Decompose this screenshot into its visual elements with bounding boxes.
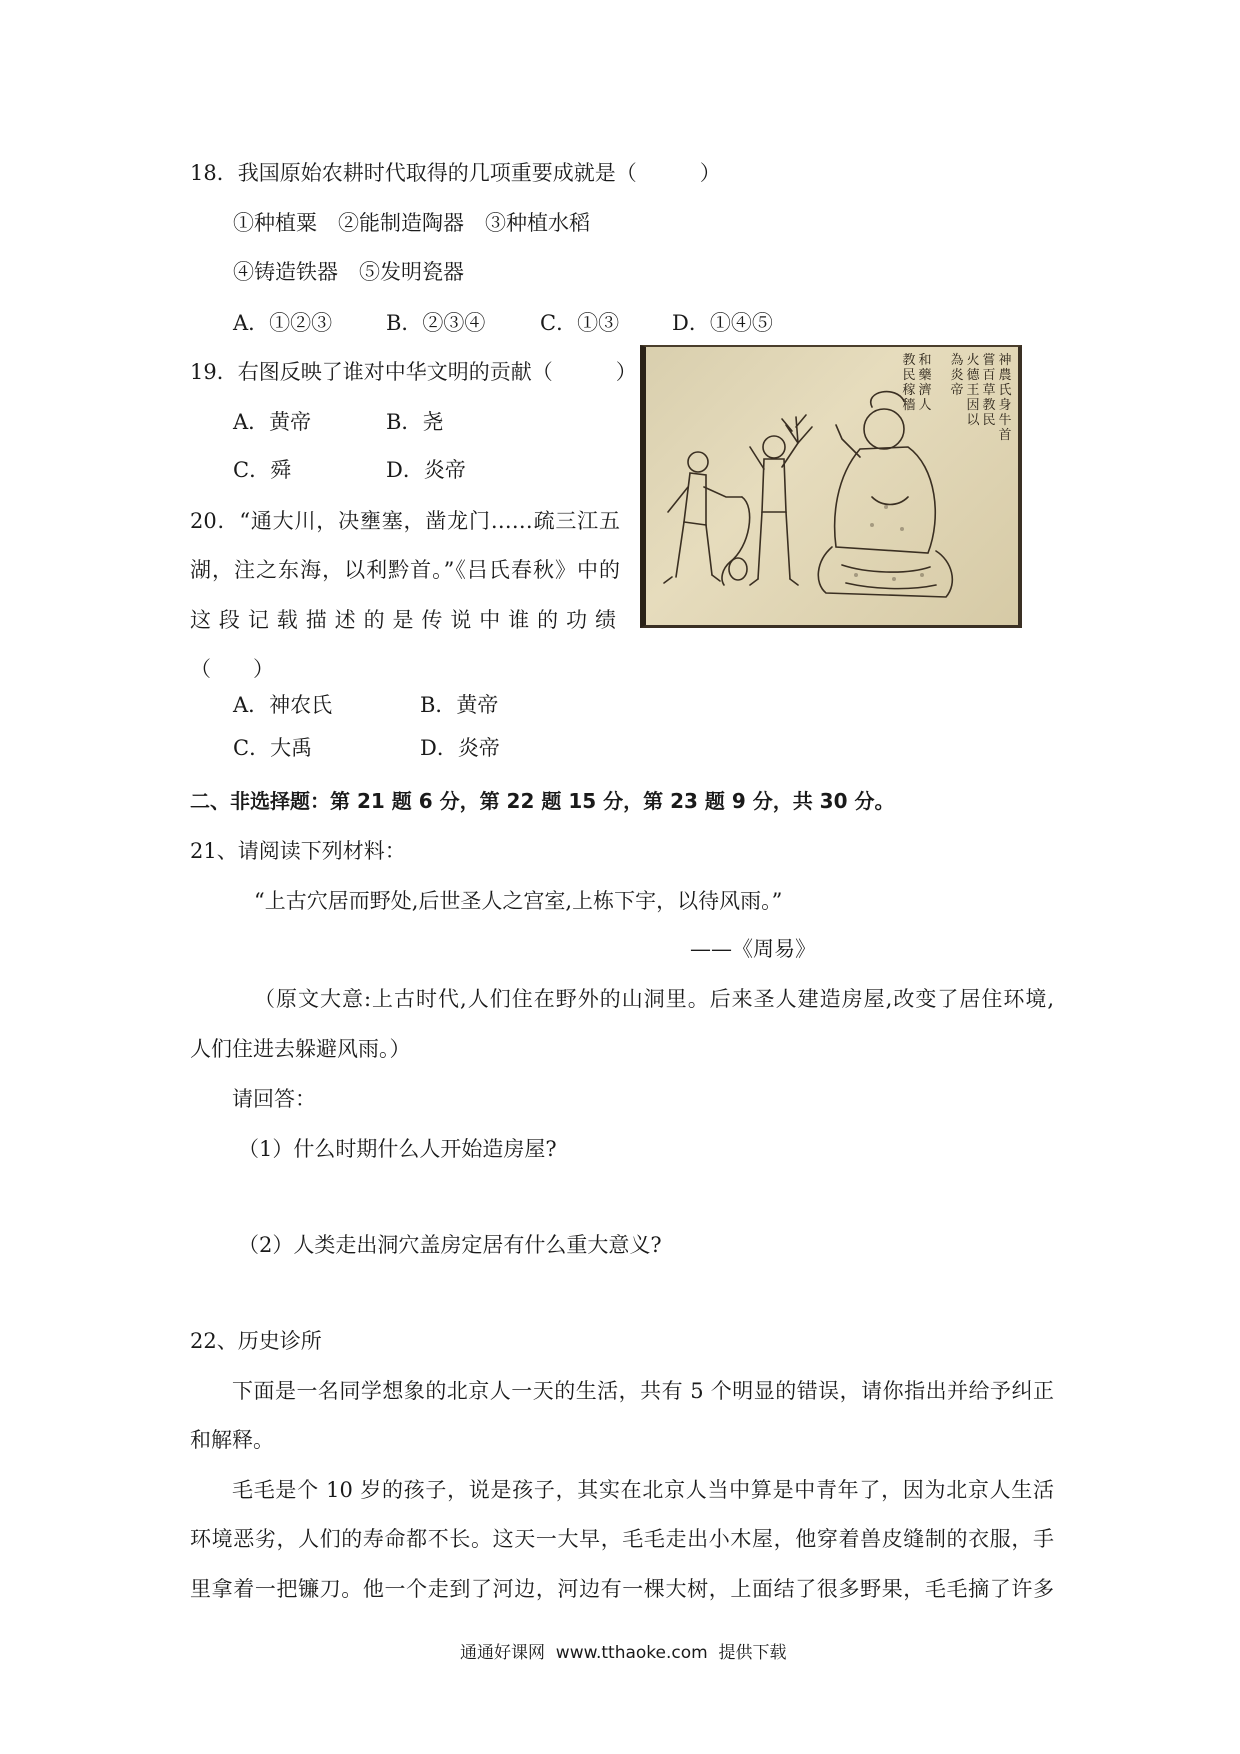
shennong-illustration: [640, 345, 1022, 628]
q22-intro-line-2: 和解释。: [190, 1428, 274, 1452]
q21-prompt: 请回答：: [232, 1087, 316, 1111]
inscription-col-4: 為炎帝: [950, 353, 964, 398]
inscription-col-5: 和藥濟人: [918, 353, 932, 413]
q20-option-b: B．黄帝: [420, 693, 499, 717]
q22-story-line-3: 里拿着一把镰刀。他一个走到了河边，河边有一棵大树，上面结了很多野果，毛毛摘了许多: [190, 1577, 1054, 1601]
q22-story-line-1: 毛毛是个 10 岁的孩子，说是孩子，其实在北京人当中算是中青年了，因为北京人生活: [232, 1478, 1054, 1502]
q21-note-line-1: （原文大意:上古时代,人们住在野外的山洞里。后来圣人建造房屋,改变了居住环境,: [254, 987, 1054, 1011]
q20-option-a: A．神农氏: [233, 693, 333, 717]
inscription-col-1: 神農氏身牛首: [998, 353, 1012, 443]
q18-option-a: A．①②③: [233, 311, 333, 335]
q22-stem: 22、历史诊所: [190, 1329, 322, 1353]
q20-option-d: D．炎帝: [420, 736, 500, 760]
q18-option-c: C．①③: [540, 311, 620, 335]
q18-option-d: D．①④⑤: [672, 311, 773, 335]
q21-sub-question-2: （2）人类走出洞穴盖房定居有什么重大意义?: [238, 1233, 662, 1257]
q18-option-b: B．②③④: [386, 311, 486, 335]
q22-intro-line-1: 下面是一名同学想象的北京人一天的生活，共有 5 个明显的错误，请你指出并给予纠正: [232, 1379, 1054, 1403]
inscription-col-3: 火德王因以: [966, 353, 980, 428]
q21-note-line-2: 人们住进去躲避风雨。）: [190, 1037, 411, 1061]
q20-line-4: （ ）: [190, 657, 274, 681]
section-2-heading: 二、非选择题：第 21 题 6 分，第 22 题 15 分，第 23 题 9 分，共 30 分。: [190, 789, 895, 813]
q19-stem: 19．右图反映了谁对中华文明的贡献（ ）: [190, 360, 637, 384]
q20-line-3: 这段记载描述的是传说中谁的功绩: [190, 608, 620, 632]
q19-option-a: A．黄帝: [233, 410, 312, 434]
q19-option-c: C．舜: [233, 458, 292, 482]
inscription-col-6: 教民稼穡: [902, 353, 916, 413]
q19-option-d: D．炎帝: [386, 458, 466, 482]
inscription-col-2: 嘗百草教民: [982, 353, 996, 428]
q21-stem: 21、请阅读下列材料：: [190, 839, 406, 863]
page-footer: 通通好课网 www.tthaoke.com 提供下载: [460, 1643, 787, 1663]
q18-items-row2: ④铸造铁器 ⑤发明瓷器: [233, 260, 464, 284]
q21-source: ——《周易》: [690, 937, 816, 961]
q20-line-1: 20．“通大川，决壅塞，凿龙门……疏三江五: [190, 509, 620, 533]
q20-option-c: C．大禹: [233, 736, 313, 760]
q22-story-line-2: 环境恶劣，人们的寿命都不长。这天一大早，毛毛走出小木屋，他穿着兽皮缝制的衣服，手: [190, 1527, 1054, 1551]
q20-line-2: 湖，注之东海，以利黔首。”《吕氏春秋》中的: [190, 558, 620, 582]
q19-option-b: B．尧: [386, 410, 444, 434]
q21-quote: “上古穴居而野处,后世圣人之宫室,上栋下宇，以待风雨。”: [254, 889, 783, 913]
q18-items-row1: ①种植粟 ②能制造陶器 ③种植水稻: [233, 211, 590, 235]
q21-sub-question-1: （1）什么时期什么人开始造房屋?: [238, 1137, 557, 1161]
q18-stem: 18．我国原始农耕时代取得的几项重要成就是（ ）: [190, 161, 721, 185]
